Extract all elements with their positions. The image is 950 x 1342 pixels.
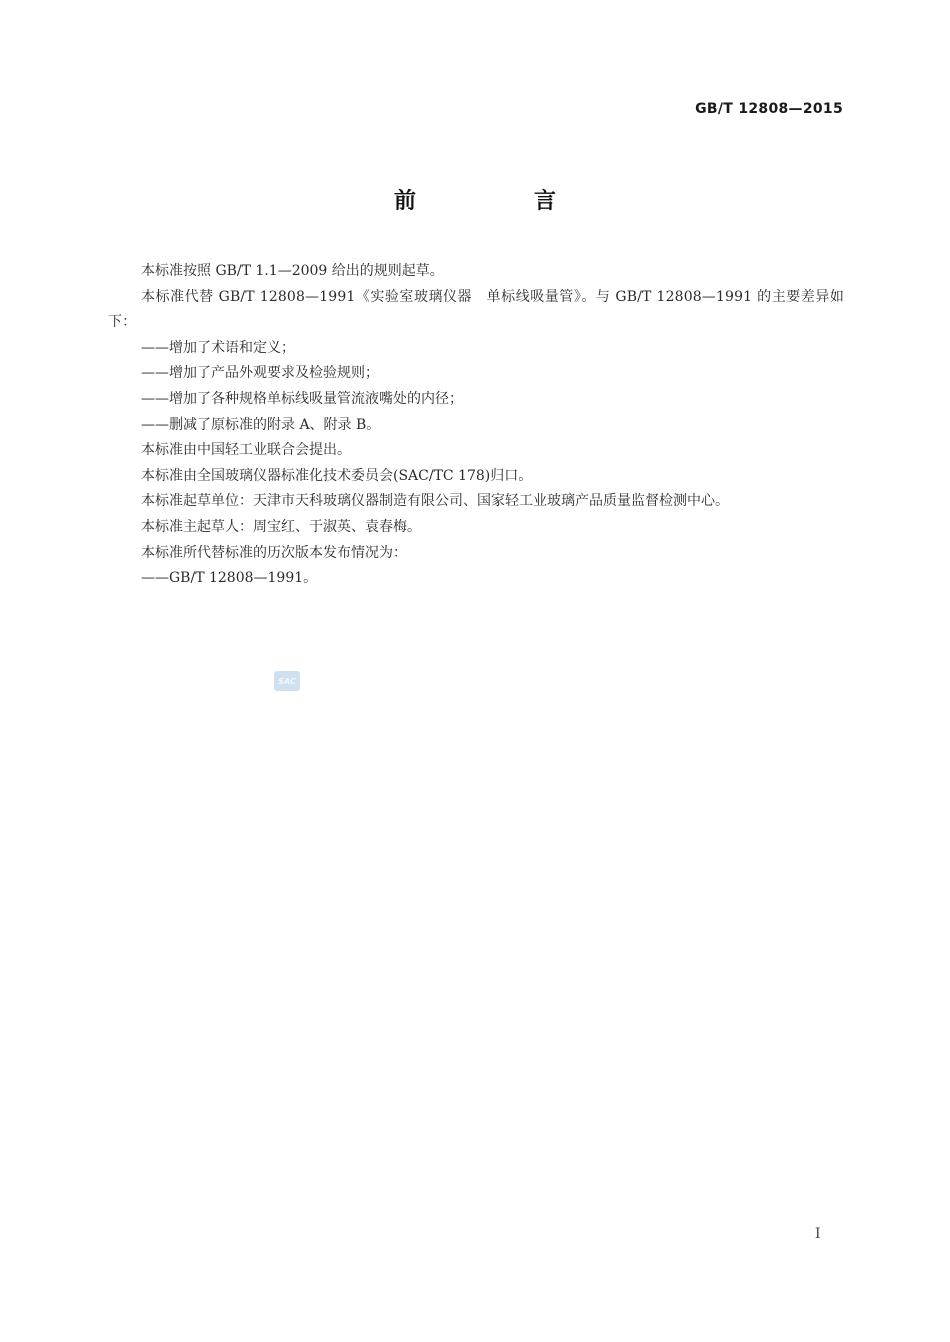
paragraph-committee: 本标准由全国玻璃仪器标准化技术委员会(SAC/TC 178)归口。 [141,467,533,484]
list-item: ——增加了产品外观要求及检验规则； [141,365,379,382]
paragraph-drafting-units: 本标准起草单位：天津市天科玻璃仪器制造有限公司、国家轻工业玻璃产品质量监督检测中心。 [141,493,729,510]
paragraph-replacement: 本标准代替 GB/T 12808—1991《实验室玻璃仪器 单标线吸量管》。与 GB/T 12808—1991 的主要差异如下： [108,288,844,331]
list-item: ——GB/T 12808—1991。 [141,570,318,587]
list-item: ——增加了各种规格单标线吸量管流液嘴处的内径； [141,390,463,407]
list-item: ——增加了术语和定义； [141,339,295,356]
page-title: 前 言 [393,189,604,214]
standard-number: GB/T 12808—2015 [695,101,843,117]
foreword-body [108,259,844,592]
paragraph-proposer: 本标准由中国轻工业联合会提出。 [141,442,351,459]
paragraph-history: 本标准所代替标准的历次版本发布情况为： [141,544,407,561]
list-item: ——删减了原标准的附录 A、附录 B。 [141,416,381,433]
page-number: I [815,1226,821,1242]
sac-watermark-logo: SAC [274,671,300,691]
paragraph-drafters: 本标准主起草人：周宝红、于淑英、袁春梅。 [141,518,421,535]
paragraph-drafting-rules: 本标准按照 GB/T 1.1—2009 给出的规则起草。 [141,263,444,279]
